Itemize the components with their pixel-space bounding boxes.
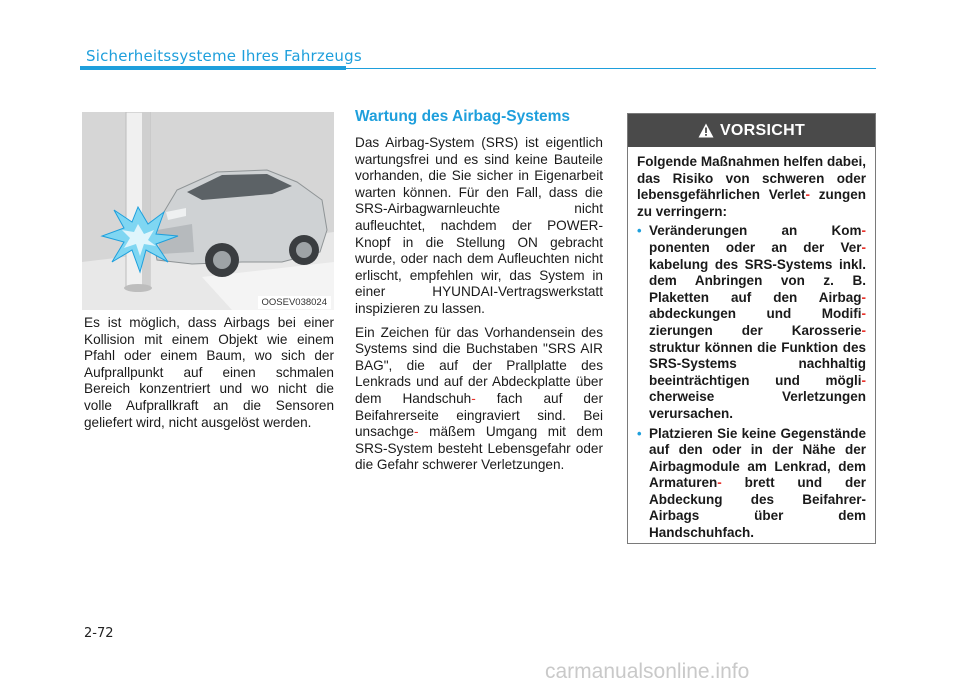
airbag-maintenance-section [355, 108, 603, 474]
figure-code: OOSEV038024 [258, 296, 332, 309]
section-title: Sicherheitssysteme Ihres Fahrzeugs [86, 47, 362, 65]
hyphen-mark: - [805, 187, 811, 203]
hyphen-mark: - [861, 306, 866, 322]
bullet1-part: abdeckungen und Modifi [649, 306, 862, 322]
page-number: 2-72 [84, 626, 114, 641]
p2-part-a: Ein Zeichen für das Vorhandensein des Systems sind die Buchstaben "SRS AIR BAG", die auf der Prallplatte des Lenkrads und auf der Abdeckplatte über dem Handschuh [355, 324, 603, 406]
section-heading: Wartung des Airbag-Systems [355, 108, 571, 125]
maintenance-paragraph-2 [355, 325, 603, 474]
caution-bullet-text [649, 223, 866, 422]
bullet-dot-icon: • [637, 425, 642, 441]
bullet1-part: cherweise Verletzungen verursachen. [649, 389, 866, 421]
bullet-dot-icon: • [637, 223, 642, 239]
bullet1-part: Veränderungen an Kom [649, 223, 862, 239]
hyphen-mark: - [413, 424, 419, 440]
header-rule [346, 68, 876, 69]
header-rule-accent [80, 66, 346, 70]
bullet2-part: brett und der Abdeckung des Beifahrer-Airbags über dem Handschuhfach. [649, 475, 866, 541]
hyphen-mark: - [861, 223, 866, 239]
collision-illustration [82, 112, 334, 310]
bullet2-part: Platzieren Sie keine Gegenstände auf den oder in der Nähe der Airbagmodule am Lenkrad, dem Armaturen [649, 425, 866, 491]
caution-intro [637, 154, 866, 220]
p2-part-c: mäßem Umgang mit dem SRS-System besteht Lebensgefahr oder die Gefahr schwerer Verletzungen. [355, 424, 603, 473]
collision-paragraph: Es ist möglich, dass Airbags bei einer Kollision mit einem Objekt wie einem Pfahl oder einem Baum, wo sich der Aufprallpunkt auf einen schmalen Bereich konzentriert und wo nicht die volle Aufprallkraft an die Sensoren geliefert wird, nicht ausgelöst werden. [84, 315, 334, 430]
caution-header [628, 114, 875, 147]
caution-title: VORSICHT [719, 121, 806, 139]
caution-content [628, 147, 875, 542]
pole-collision-drawing [82, 112, 334, 310]
p2-part-b: fach auf der Beifahrerseite eingraviert sind. Bei unsachge [355, 390, 603, 440]
hyphen-mark: - [861, 322, 866, 338]
hyphen-mark: - [861, 372, 866, 388]
bullet1-part: kabelung des SRS-Systems inkl. dem Anbringen von z. B. Plaketten auf den Airbag [649, 256, 866, 305]
caution-bullet [637, 426, 866, 542]
bullet1-part: ponenten oder an der Ver [649, 239, 862, 255]
caution-box [627, 113, 876, 544]
caution-bullet [637, 223, 866, 422]
bullet1-part: struktur können die Funktion des SRS-Systems nachhaltig beeinträchtigen und mögli [649, 339, 866, 388]
hyphen-mark: - [471, 390, 476, 406]
hyphen-mark: - [861, 289, 866, 305]
hyphen-mark: - [861, 239, 866, 255]
intro-part-a: Folgende Maßnahmen helfen dabei, das Risiko von schweren oder lebensgefährlichen Verlet [637, 154, 866, 203]
watermark: carmanualsonline.info [545, 660, 750, 683]
caution-bullet-text [649, 426, 866, 542]
hyphen-mark: - [717, 475, 722, 491]
warning-triangle-icon [698, 123, 714, 138]
intro-part-b: zungen zu verringern: [637, 187, 866, 219]
bullet1-part: zierungen der Karosserie [649, 322, 862, 338]
maintenance-paragraph-1: Das Airbag-System (SRS) ist eigentlich wartungsfrei und es sind keine Bauteile vorhanden, die Sie sicher in Eigenarbeit warten können. Für den Fall, dass die SRS-Airbagwarnleuchte nicht aufleuchtet, nachdem der POWER-Knopf in die Stellung ON gebracht wurde, oder nach dem Aufleuchten nicht erlischt, empfehlen wir, das System in einer HYUNDAI-Vertragswerkstatt inspizieren zu lassen. [355, 135, 603, 316]
